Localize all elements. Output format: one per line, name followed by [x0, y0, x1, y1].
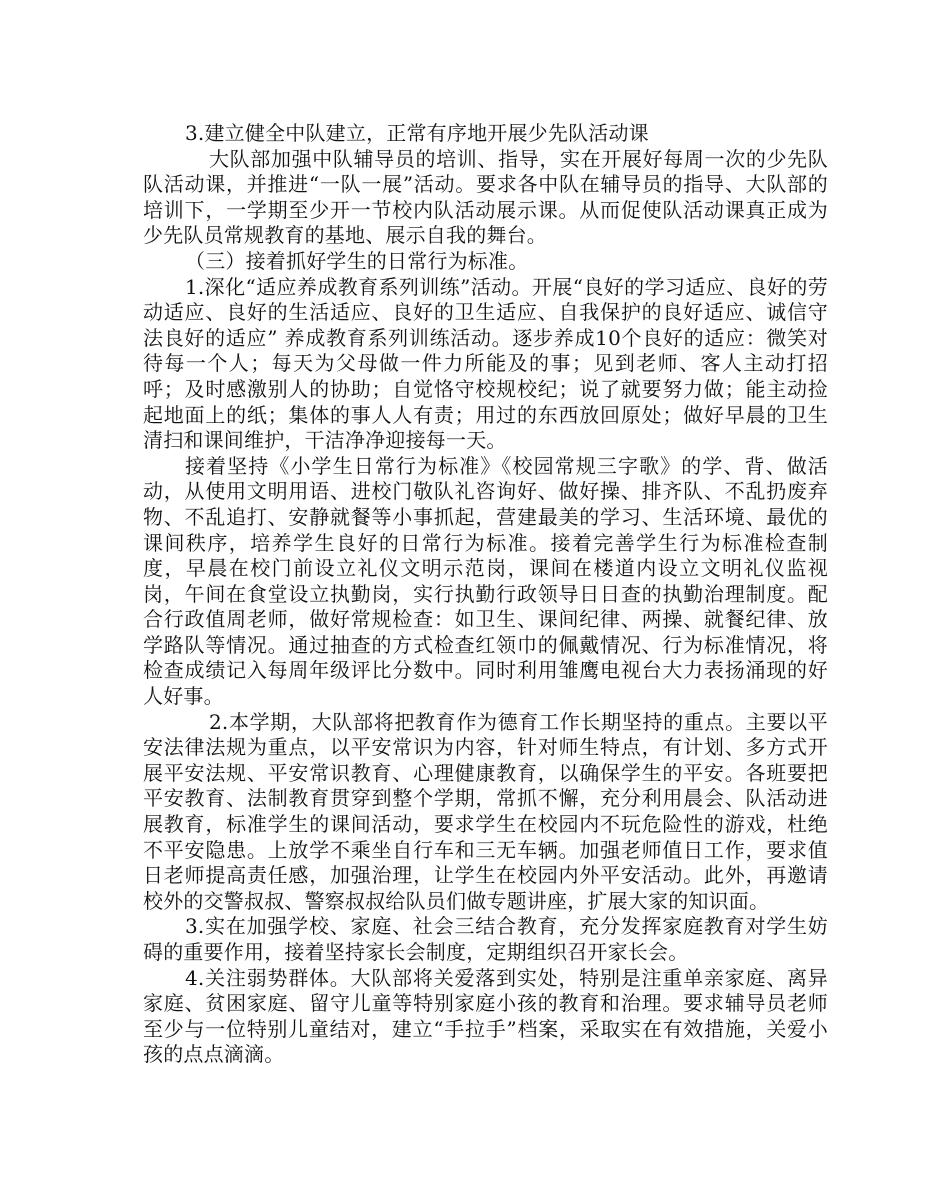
paragraph-vulnerable-groups: 4.关注弱势群体。大队部将关爱落到实处，特别是注重单亲家庭、离异家庭、贫困家庭、留守儿童等特别家庭小孩的教育和治理。要求辅导员老师至少与一位特别儿童结对，建立“手拉手”档案，采取实在有效措施，关爱小孩的点点滴滴。	[143, 965, 828, 1067]
paragraph-squad-activity: 大队部加强中队辅导员的培训、指导，实在开展好每周一次的少先队队活动课，并推进“一队一展”活动。要求各中队在辅导员的指导、大队部的培训下，一学期至少开一节校内队活动展示课。从而促使队活动课真正成为少先队员常规教育的基地、展示自我的舞台。	[143, 146, 828, 248]
paragraph-safety-education: 2.本学期，大队部将把教育作为德育工作长期坚持的重点。主要以平安法律法规为重点，以平安常识为内容，针对师生特点，有计划、多方式开展平安法规、平安常识教育、心理健康教育，以确保学生的平安。各班要把平安教育、法制教育贯穿到整个学期，常抓不懈，充分利用晨会、队活动进展教育，标准学生的课间活动，要求学生在校园内不玩危险性的游戏，杜绝不平安隐患。上放学不乘坐自行车和三无车辆。加强老师值日工作，要求值日老师提高责任感，加强治理，让学生在校园内外平安活动。此外，再邀请校外的交警叔叔、警察叔叔给队员们做专题讲座，扩展大家的知识面。	[143, 709, 828, 913]
paragraph-behavior-standards: 接着坚持《小学生日常行为标准》《校园常规三字歌》的学、背、做活动，从使用文明用语、进校门敬队礼咨询好、做好操、排齐队、不乱扔废弃物、不乱追打、安静就餐等小事抓起，营建最美的学习、生活环境、最优的课间秩序，培养学生良好的日常行为标准。接着完善学生行为标准检查制度，早晨在校门前设立礼仪文明示范岗，课间在楼道内设立文明礼仪监视岗，午间在食堂设立执勤岗，实行执勤行政领导日日查的执勤治理制度。配合行政值周老师，做好常规检查：如卫生、课间纪律、两操、就餐纪律、放学路队等情况。通过抽查的方式检查红领巾的佩戴情况、行为标准情况，将检查成绩记入每周年级评比分数中。同时利用雏鹰电视台大力表扬涌现的好人好事。	[143, 453, 828, 709]
paragraph-home-school: 3.实在加强学校、家庭、社会三结合教育，充分发挥家庭教育对学生妨碍的重要作用，接着坚持家长会制度，定期组织召开家长会。	[143, 914, 828, 964]
section-heading-behavior: （三）接着抓好学生的日常行为标准。	[185, 248, 529, 273]
section-heading-3: 3.建立健全中队建立，正常有序地开展少先队活动课	[185, 121, 649, 145]
paragraph-habit-training: 1.深化“适应养成教育系列训练”活动。开展“良好的学习适应、良好的劳动适应、良好的生活适应、良好的卫生适应、自我保护的良好适应、诚信守法良好的适应” 养成教育系列训练活动。逐步养成10个良好的适应：微笑对待每一个人；每天为父母做一件力所能及的事；见到老师、客人主动打招呼；及时感激别人的协助；自觉恪守校规校纪；说了就要努力做；能主动捡起地面上的纸；集体的事人人有责；用过的东西放回原处；做好早晨的卫生清扫和课间维护，干洁净净迎接每一天。	[143, 274, 828, 453]
document-body	[143, 121, 828, 1068]
